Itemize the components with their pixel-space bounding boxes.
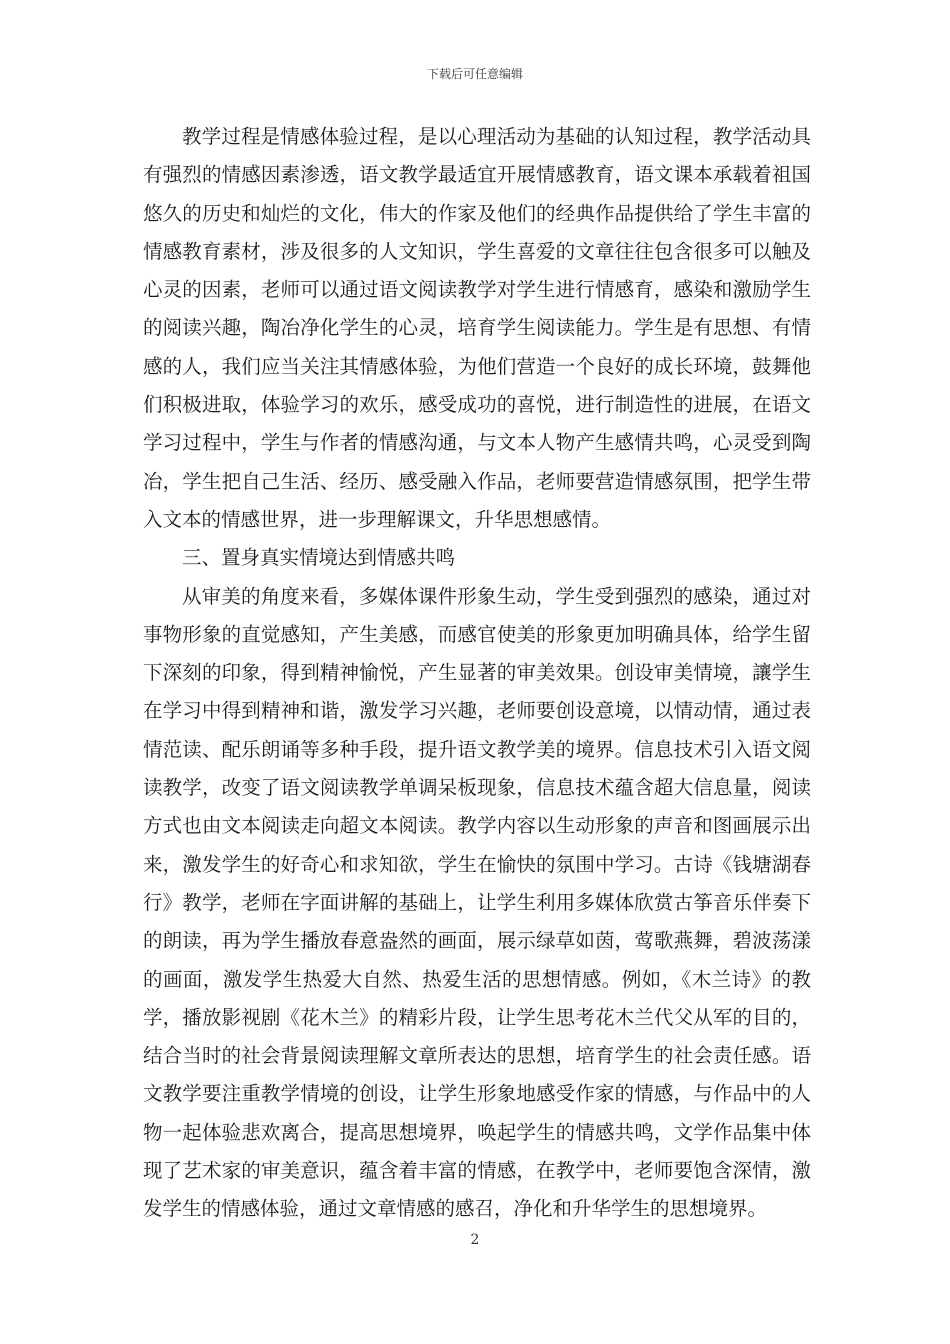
body-paragraph: 教学过程是情感体验过程，是以心理活动为基础的认知过程，教学活动具有强烈的情感因素渗透，语文教学最适宜开展情感教育，语文课本承载着祖国悠久的历史和灿烂的文化，伟大的作家及他们的经典作品提供给了学生丰富的情感教育素材，涉及很多的人文知识，学生喜爱的文章往往包含很多可以触及心灵的因素，老师可以通过语文阅读教学对学生进行情感育，感染和激励学生的阅读兴趣，陶冶净化学生的心灵，培育学生阅读能力。学生是有思想、有情感的人，我们应当关注其情感体验，为他们营造一个良好的成长环境，鼓舞他们积极进取，体验学习的欢乐，感受成功的喜悦，进行制造性的进展，在语文学习过程中，学生与作者的情感沟通，与文本人物产生感情共鸣，心灵受到陶冶，学生把自己生活、经历、感受融入作品，老师要营造情感氛围，把学生带入文本的情感世界，进一步理解课文，升华思想感情。 [143,125,811,531]
page-number: 2 [470,1232,480,1248]
section-heading: 三、置身真实情境达到情感共鸣 [182,546,456,570]
document-body [143,118,811,1229]
page-header: 下载后可任意编辑 [426,67,523,81]
body-paragraph: 从审美的角度来看，多媒体课件形象生动，学生受到强烈的感染，通过对事物形象的直觉感知，产生美感，而感官使美的形象更加明确具体，给学生留下深刻的印象，得到精神愉悦，产生显著的审美效果。创设审美情境，讓学生在学习中得到精神和谐，激发学习兴趣，老师要创设意境，以情动情，通过表情范读、配乐朗诵等多种手段，提升语文教学美的境界。信息技术引入语文阅读教学，改变了语文阅读教学单调呆板现象，信息技术蕴含超大信息量，阅读方式也由文本阅读走向超文本阅读。教学内容以生动形象的声音和图画展示出来，激发学生的好奇心和求知欲，学生在愉快的氛围中学习。古诗《钱塘湖春行》教学，老师在字面讲解的基础上，让学生利用多媒体欣赏古筝音乐伴奏下的朗读，再为学生播放春意盎然的画面，展示绿草如茵，莺歌燕舞，碧波荡漾的画面，激发学生热爱大自然、热爱生活的思想情感。例如，《木兰诗》的教学，播放影视剧《花木兰》的精彩片段，让学生思考花木兰代父从军的目的，结合当时的社会背景阅读理解文章所表达的思想，培育学生的社会责任感。语文教学要注重教学情境的创设，让学生形象地感受作家的情感，与作品中的人物一起体验悲欢离合，提高思想境界，唤起学生的情感共鸣，文学作品集中体现了艺术家的审美意识，蕴含着丰富的情感，在教学中，老师要饱含深情，激发学生的情感体验，通过文章情感的感召，净化和升华学生的思想境界。 [143,584,811,1221]
